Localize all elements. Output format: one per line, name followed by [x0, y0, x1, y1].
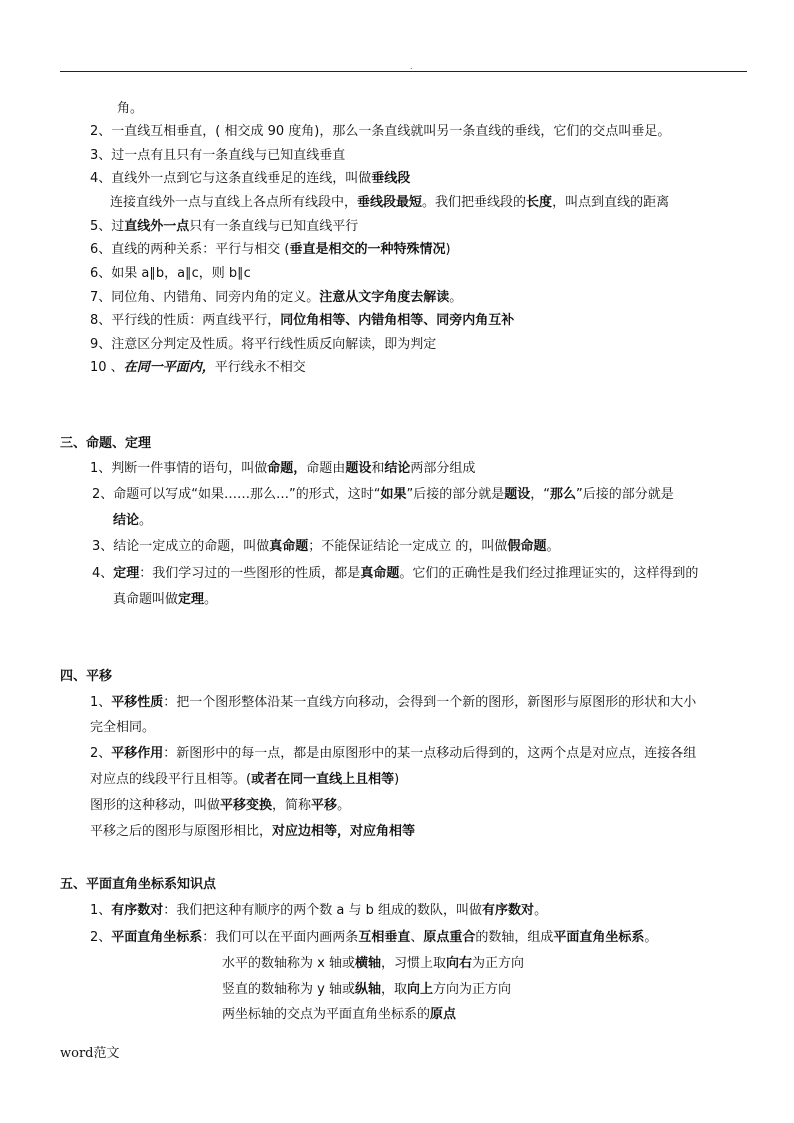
s3-item-2-cont: 结论。	[113, 513, 153, 528]
section-4-title: 四、平移	[60, 669, 113, 684]
item-5-parallel-postulate: 5、过直线外一点只有一条直线与已知直线平行	[90, 219, 359, 234]
s4-item-2: 2、平移作用：新图形中的每一点，都是由原图形中的某一点移动后得到的，这两个点是对应点，连接各组	[90, 746, 697, 761]
footer-text: word范文	[60, 1046, 120, 1061]
line-jiao: 角。	[117, 101, 144, 116]
item-3-unique-perpendicular: 3、过一点有且只有一条直线与已知直线垂直	[90, 148, 346, 163]
item-4-perpendicular-segment: 4、直线外一点到它与这条直线垂足的连线，叫做垂线段	[90, 171, 411, 186]
s5-y-axis: 竖直的数轴称为 y 轴或纵轴，取向上方向为正方向	[222, 982, 512, 997]
s4-item-1: 1、平移性质：把一个图形整体沿某一直线方向移动，会得到一个新的图形，新图形与原图形的形状和大小	[90, 695, 697, 710]
item-9-criteria-vs-properties: 9、注意区分判定及性质。将平行线性质反向解读，即为判定	[90, 337, 437, 352]
s3-item-2: 2、命题可以写成“如果……那么…”的形式，这时“如果”后接的部分就是题设，“那么”后接的部分就是	[92, 487, 674, 502]
s5-x-axis: 水平的数轴称为 x 轴或横轴，习惯上取向右为正方向	[222, 956, 525, 971]
s5-item-1: 1、有序数对：我们把这种有顺序的两个数 a 与 b 组成的数队，叫做有序数对。	[90, 903, 548, 918]
item-10-same-plane: 10 、在同一平面内，平行线永不相交	[90, 360, 306, 375]
section-3-title: 三、命题、定理	[60, 436, 152, 451]
s3-item-1: 1、判断一件事情的语句，叫做命题，命题由题设和结论两部分组成	[90, 461, 476, 476]
s5-origin: 两坐标轴的交点为平面直角坐标系的原点	[222, 1007, 457, 1022]
s3-item-4-cont: 真命题叫做定理。	[113, 592, 218, 607]
item-8-parallel-properties: 8、平行线的性质：两直线平行，同位角相等、内错角相等、同旁内角互补	[90, 313, 515, 328]
s4-corresponding-equal: 平移之后的图形与原图形相比，对应边相等，对应角相等	[90, 824, 416, 839]
s3-item-3: 3、结论一定成立的命题，叫做真命题；不能保证结论一定成立 的，叫做假命题。	[92, 539, 560, 554]
s4-translation-transform: 图形的这种移动，叫做平移变换，简称平移。	[90, 798, 351, 813]
item-7-angle-definitions: 7、同位角、内错角、同旁内角的定义。注意从文字角度去解读。	[90, 290, 463, 305]
header-rule	[60, 71, 747, 72]
s5-item-2: 2、平面直角坐标系：我们可以在平面内画两条互相垂直、原点重合的数轴，组成平面直角坐标系。	[90, 930, 658, 945]
line-shortest-segment: 连接直线外一点与直线上各点所有线段中，垂线段最短。我们把垂线段的长度，叫点到直线的距离	[110, 195, 670, 210]
item-2-perpendicular: 2、一直线互相垂直，( 相交成 90 度角)，那么一条直线就叫另一条直线的垂线，它们的交点叫垂足。	[90, 124, 671, 139]
section-5-title: 五、平面直角坐标系知识点	[60, 877, 217, 892]
item-6-two-relations: 6、直线的两种关系：平行与相交 (垂直是相交的一种特殊情况)	[90, 242, 451, 257]
header-dot: .	[410, 62, 413, 71]
item-6-transitive-parallel: 6、如果 a∥b，a∥c，则 b∥c	[90, 266, 251, 281]
s3-item-4: 4、定理：我们学习过的一些图形的性质，都是真命题。它们的正确性是我们经过推理证实的，这样得到的	[92, 566, 699, 581]
s4-item-2-cont: 对应点的线段平行且相等。(或者在同一直线上且相等)	[90, 772, 400, 787]
s4-item-1-cont: 完全相同。	[90, 720, 156, 735]
